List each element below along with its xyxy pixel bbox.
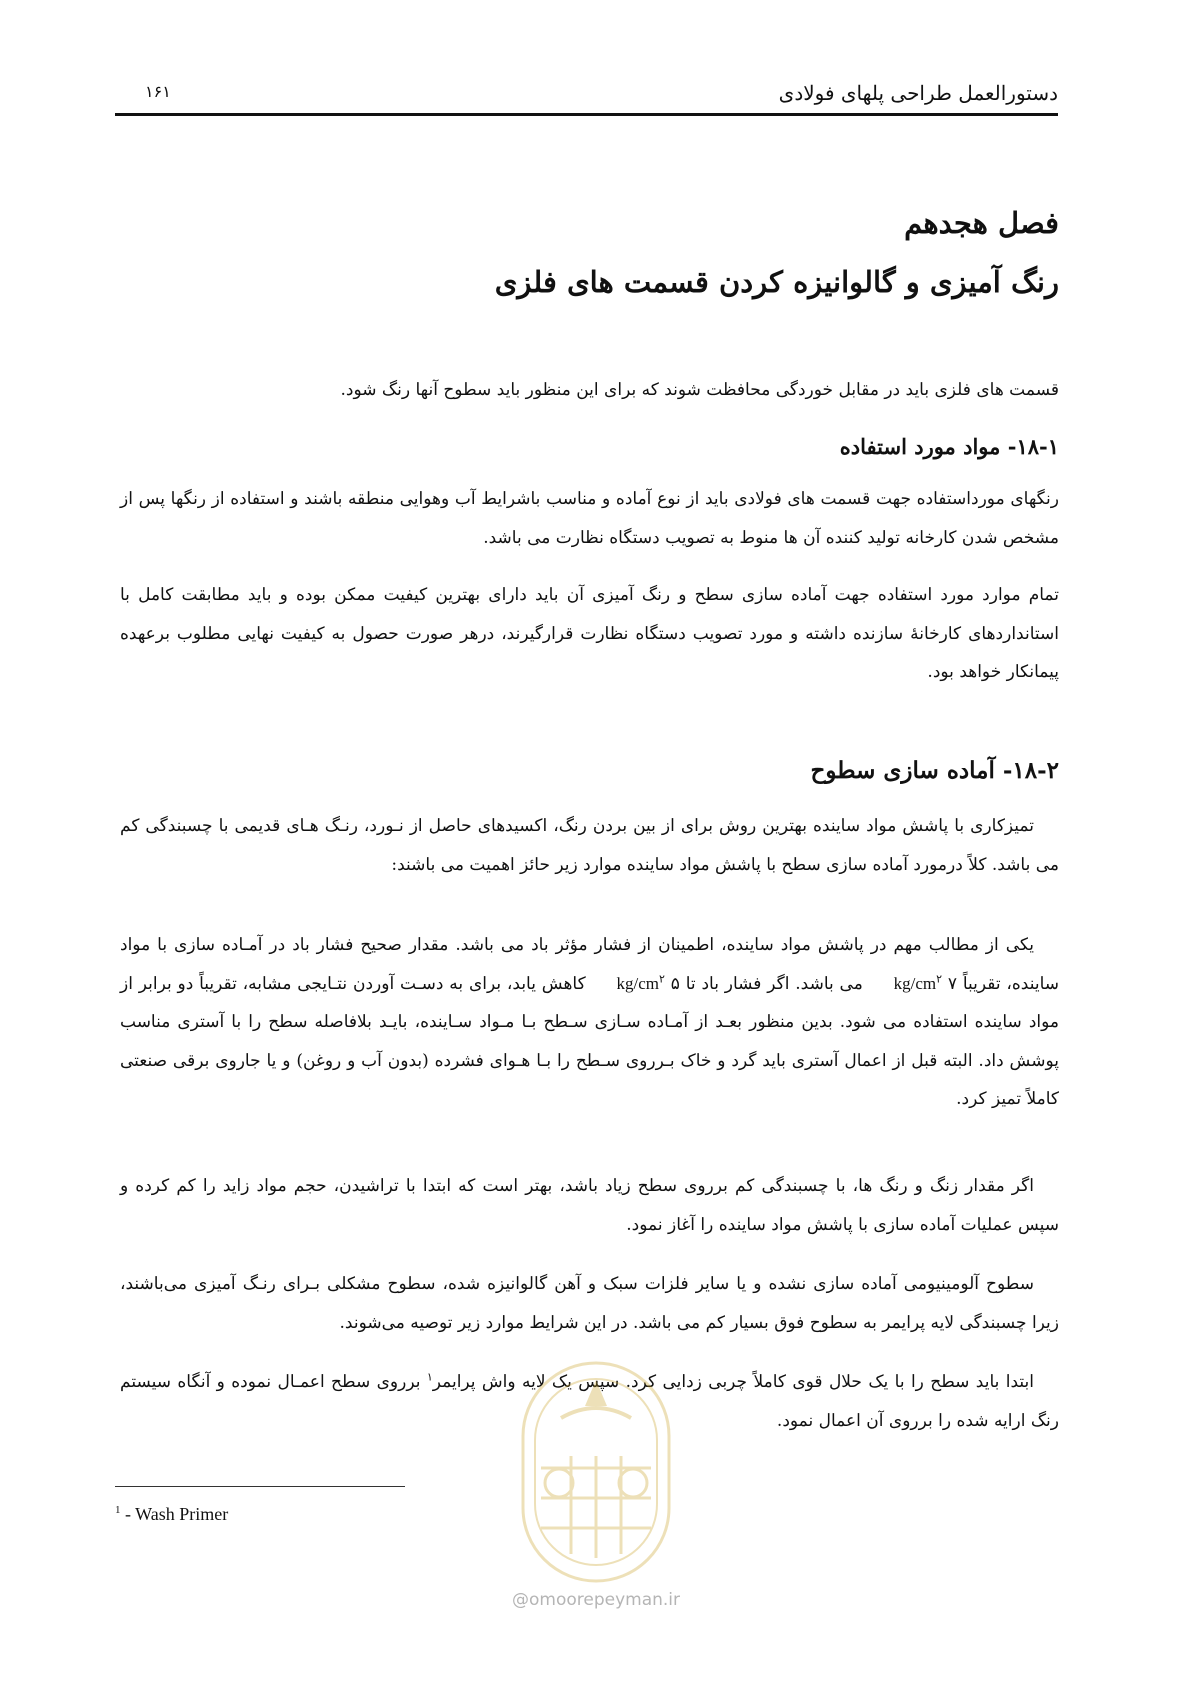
footnote-marker: 1 (115, 1504, 121, 1516)
footnote-rule (115, 1486, 405, 1487)
watermark-url: @omoorepeyman.ir (511, 1590, 681, 1610)
watermark (501, 1358, 691, 1618)
section2-paragraph: تمیزکاری با پاشش مواد ساینده بهترین روش برای از بین بردن رنگ، اکسیدهای حاصل از نـورد، رنـگ هـای قدیمی با چسبندگی کم می باشد. کلاً درمورد آماده سازی سطح با پاشش مواد ساینده موارد زیر حائز اهمیت می باشند: (120, 816, 1059, 875)
paragraph-text: کاهش یابد، برای به دسـت آوردن نتـایجی مشابه، تقریباً دو برابر از مواد ساینده استفاده می شود. بدین منظور بعـد از آمـاده سـازی سـطح بـا مـواد سـاینده، بایـد بلافاصله سطح را با آستری مناسب پوشش داد. البته قبل از اعمال آستری باید گرد و خاک بـرروی سـطح را بـا هـوای فشرده (بدون آب و روغن) و یا جاروی برقی صنعتی کاملاً تمیز کرد. (120, 973, 1059, 1109)
section-heading-materials: ۱۸-۱- مواد مورد استفاده (839, 434, 1059, 459)
footnote (115, 1503, 228, 1525)
unit-superscript: ۲ (936, 972, 943, 985)
section2-paragraph: اگر مقدار زنگ و رنگ ها، با چسبندگی کم برروی سطح زیاد باشد، بهتر است که ابتدا با تراشیدن، حجم مواد زاید را کم کرده و سپس عملیات آماده سازی با پاشش مواد ساینده را آغاز نمود. (120, 1176, 1059, 1235)
section2-paragraph-pressure (120, 926, 1059, 1119)
footnote-text: - Wash Primer (120, 1504, 229, 1524)
paragraph-text: ابتدا باید سطح را با یک حلال قوی کاملاً چربی زدایی کرد. سپس یک لایه واش پرایمر (432, 1372, 1034, 1392)
section1-paragraph: تمام موارد مورد استفاده جهت آماده سازی سطح و رنگ آمیزی آن باید دارای بهترین کیفیت ممکن بوده و باید مطابقت کامل با استانداردهای کارخانهٔ سازنده داشته و مورد تصویب دستگاه نظارت قرارگیرند، درهر صورت حصول به کیفیت نهایی مطلوب برعهده پیمانکار خواهد بود. (120, 585, 1059, 682)
chapter-title: رنگ آمیزی و گالوانیزه کردن قسمت های فلزی (494, 265, 1059, 299)
unit-kg-cm2 (869, 965, 942, 1004)
header-rule (115, 113, 1058, 116)
section1-paragraph: رنگهای مورداستفاده جهت قسمت های فولادی باید از نوع آماده و مناسب باشرایط آب وهوایی منطقه باشند و استفاده از رنگها پس از مشخص شدن کارخانه تولید کننده آن ها منوط به تصویب دستگاه نظارت می باشد. (120, 489, 1059, 548)
section2-paragraph: سطوح آلومینیومی آماده سازی نشده و یا سایر فلزات سبک و آهن گالوانیزه شده، سطوح مشکلی بـرای رنـگ آمیزی می‌باشند، زیرا چسبندگی لایه پرایمر به سطوح فوق بسیار کم می باشد. در این شرایط موارد زیر توصیه می‌شوند. (120, 1274, 1059, 1333)
running-header (115, 70, 1058, 116)
chapter-label: فصل هجدهم (904, 206, 1059, 240)
unit-text: kg/cm (893, 973, 937, 993)
paragraph-text: می باشد. اگر فشار باد تا ۵ (664, 973, 869, 994)
page-number: ۱۶۱ (145, 82, 171, 101)
paragraph-text: برروی سطح اعمـال نموده و آنگاه سیستم رنگ ارایه شده را برروی آن اعمال نمود. (120, 1372, 1059, 1431)
unit-kg-cm2 (592, 965, 665, 1004)
unit-text: kg/cm (616, 973, 660, 993)
footnote-reference: ۱ (426, 1370, 433, 1384)
unit-superscript: ۲ (659, 972, 665, 985)
paragraph-text: یکی از مطالب مهم در پاشش مواد ساینده، اطمینان از فشار مؤثر باد می باشد. مقدار صحیح فشار باد در آمـاده سازی با مواد ساینده، تقریباً ۷ (120, 935, 1060, 994)
section-heading-surface-preparation: ۱۸-۲- آماده سازی سطوح (810, 757, 1059, 784)
watermark-seal-icon (501, 1358, 691, 1588)
intro-paragraph: قسمت های فلزی باید در مقابل خوردگی محافظت شوند که برای این منظور باید سطوح آنها رنگ شود. (340, 380, 1059, 400)
running-title: دستورالعمل طراحی پلهای فولادی (778, 81, 1058, 105)
